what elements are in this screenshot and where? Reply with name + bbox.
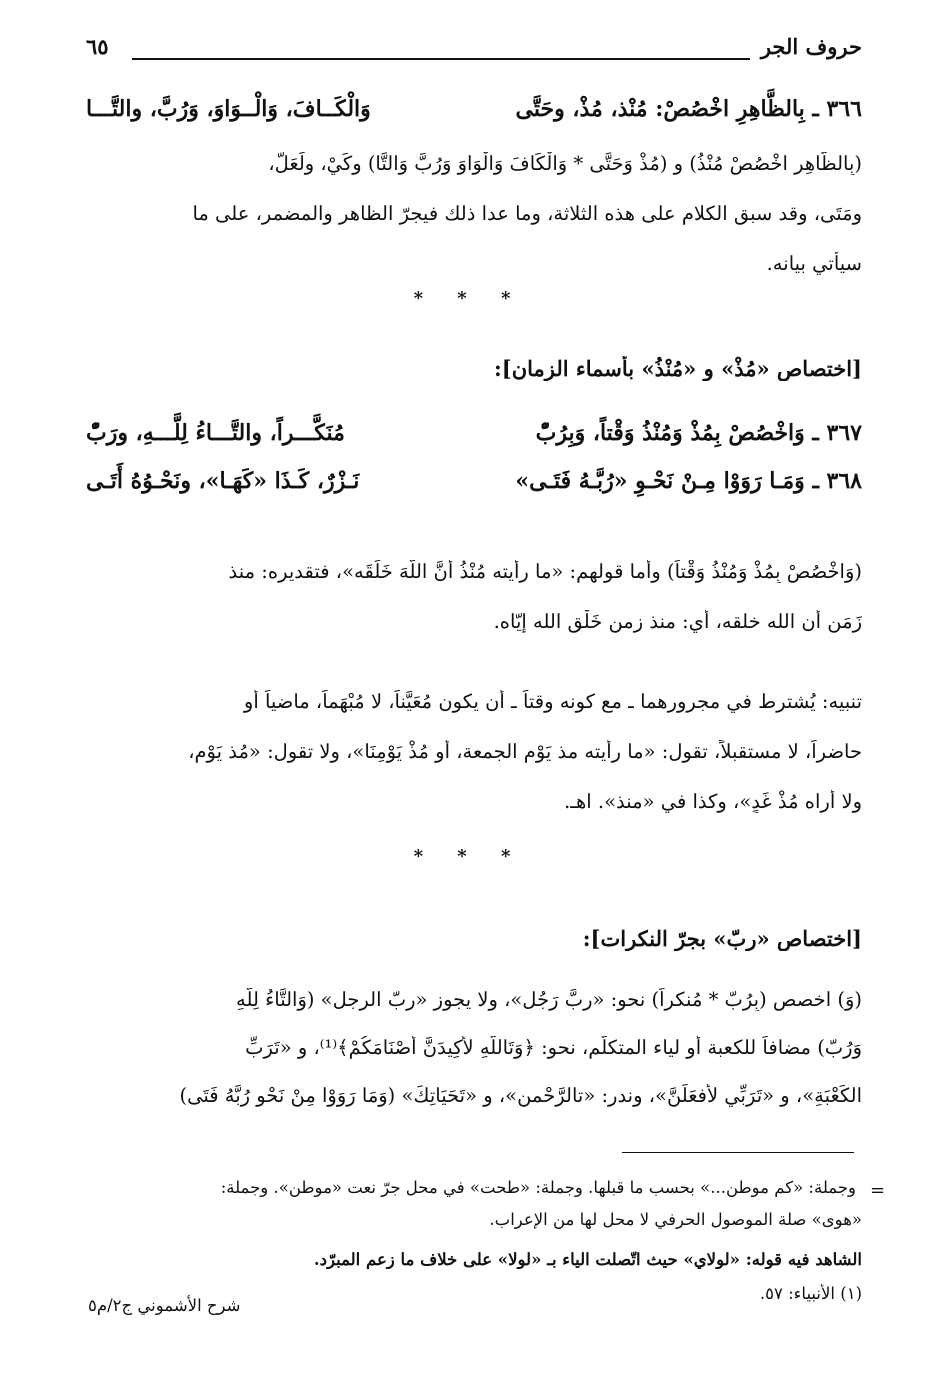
footnote-shahid: الشاهد فيه قوله: «لولاي» حيث اتّصلت الياء بـ «لولا» على خلاف ما زعم المبرّد. [313,1250,862,1269]
para3-line3: ولا أراه مُذْ غَدٍ»، وكذا في «منذ». اهـ. [564,790,862,813]
book-signature: شرح الأشموني ج٢/م٥ [88,1296,241,1315]
footnote-1: (١) الأنبياء: ٥٧. [759,1284,862,1303]
para2-line2: زَمَنِ أن الله خلقه، أي: منذ زمن خَلْقِ الله إيّاه. [493,610,862,633]
para3-line1: تنبيه: يُشترط في مجرورهما ـ مع كونه وقتاً ـ أن يكون مُعَيَّناً، لا مُبْهَماً، ماضياً أو [243,690,862,713]
running-header [86,34,862,68]
para1-line2: ومَتَى، وقد سبق الكلام على هذه الثلاثة، وما عدا ذلك فيجرّ الظاهر والمضمر، على ما [192,202,862,225]
para4-line3: الكَعْبَةِ»، و «تَرَبِّي لأفعَلَنَّ»، وندر: «تالرَّحْمنِ»، و «تَحَيَاتِكَ» (وَمَا رَوَوْا مِنْ نَحْوِ رُبَّهُ فَتَى) [179,1084,862,1107]
separator-stars-2: * * * [413,846,525,867]
verse-368-right: ٣٦٨ ـ وَمَـا رَوَوْا مِـنْ نَحْـوِ «رُبَّـهُ فَتَـى» [515,468,862,494]
footnote-cont-line2: «هوى» صلة الموصول الحرفي لا محل لها من الإعراب. [489,1210,862,1229]
verse-368-left: نَـزْرٌ، كَـذَا «كَهَـا»، ونَحْـوُهُ أَتَـى [86,468,360,494]
verse-366-left: وَالْكَــافَ، وَالْــوَاوَ، وَرُبَّ، والتَّـــا [86,96,371,122]
verse-367-right: ٣٦٧ ـ وَاخْصُصْ بِمُذْ وَمُنْذُ وَقْتاً، وَبِرُبّْ [535,420,862,446]
para4-line2: وَرُبّ) مضافاً للكعبة أو لياء المتكلّم، نحو: ﴿وَتَاللَّهِ لأَكِيدَنَّ أَصْنَامَكُمْ﴾⁽¹⁾، و «تَرَبِّ [245,1036,862,1059]
header-rule [132,58,750,60]
heading-rubba: [اختصاص «ربّ» بجرّ النكرات]: [582,926,862,951]
para1-line1: (بِالظَّاهِرِ اخْصُصْ مُنْذُ) و (مُذْ وَحَتَّى * وَالْكَافَ وَالْوَاوَ وَرُبَّ وَالتَّا) وكَيْ، ولَعَلَّ، [268,152,862,175]
verse-367-left: مُنَكَّـــراً، والتَّـــاءُ لِلَّـــهِ، ورَبّْ [86,420,345,446]
para4-line1: (وَ) اخصص (بِرُبّ * مُنكراً) نحو: «ربَّ رَجُلٍ»، ولا يجوز «ربّ الرجلِ» (وَالتَّاءُ لِلَّهِ [236,988,862,1011]
chapter-title: حروف الجر [760,34,862,59]
heading-mudh-mundh: [اختصاص «مُذْ» و «مُنْذُ» بأسماء الزمان]: [494,356,862,381]
footnote-rule [622,1152,854,1153]
page-number: ٦٥ [86,34,109,59]
para1-line3: سيأتي بيانه. [766,252,862,275]
footnote-continuation-mark: = [870,1180,886,1201]
footnote-cont-line1: وجملة: «كم موطن...» بحسب ما قبلها. وجملة: «طحت» في محل جرّ نعت «موطن». وجملة: [220,1178,856,1197]
para3-line2: حاضراً، لا مستقبلاً، تقول: «ما رأيته مذ يَوْمِ الجمعة، أو مُذْ يَوْمِنَا»، ولا تقول: «مُذ يَوْمٍ، [188,740,862,763]
separator-stars-1: * * * [413,288,525,309]
verse-366-right: ٣٦٦ ـ بِالظَّاهِرِ اخْصُصْ: مُنْذ، مُذْ، وحَتَّى [515,96,862,122]
para2-line1: (وَاخْصُصْ بِمُذْ وَمُنْذُ وَقْتاً) وأما قولهم: «ما رأيته مُنْذُ أَنَّ اللَّهَ خَلَقَه»، فتقديره: منذ [228,560,862,583]
